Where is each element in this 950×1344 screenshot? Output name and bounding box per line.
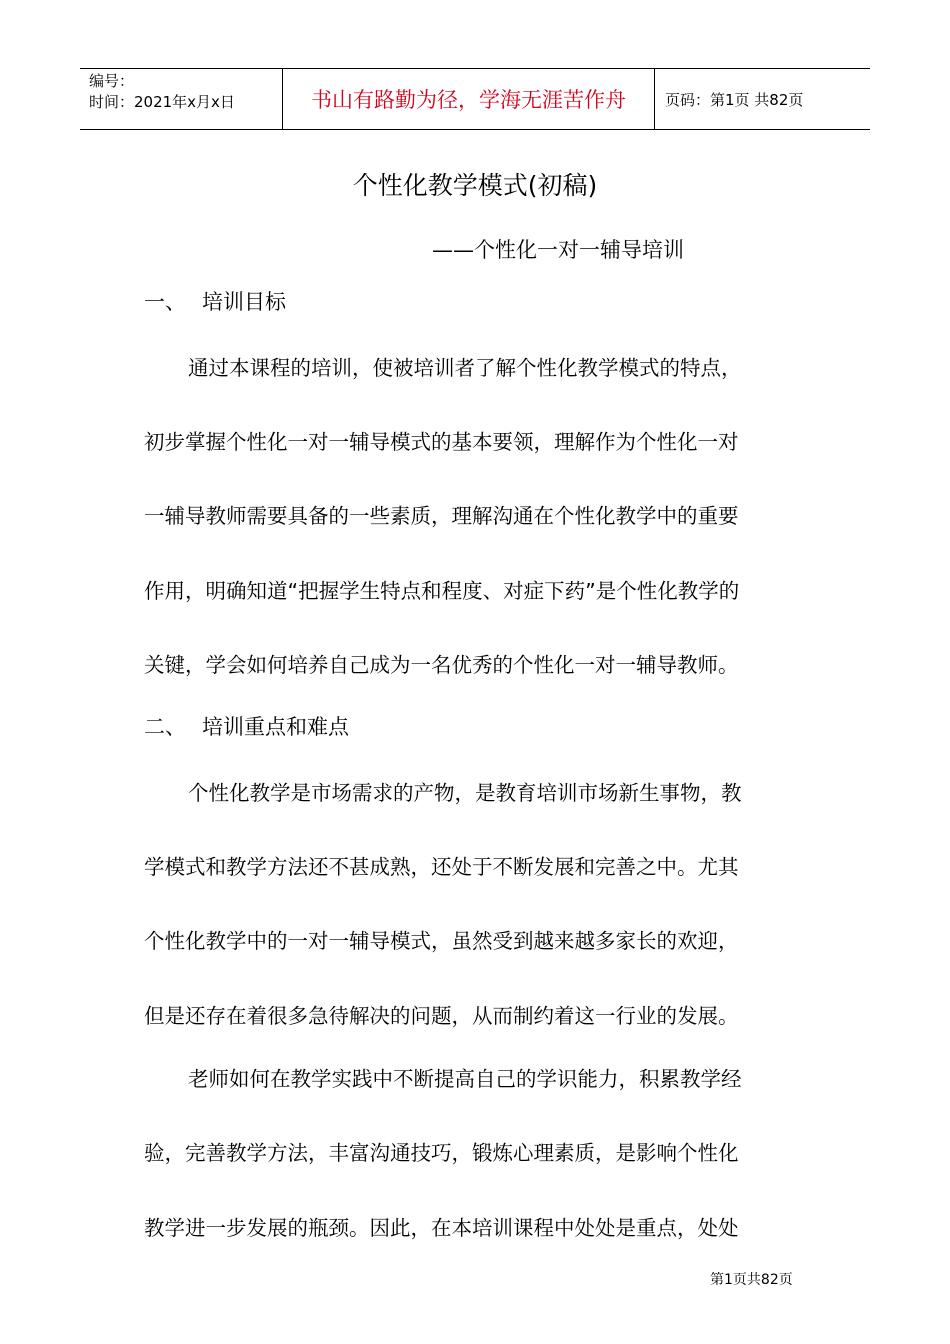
paragraph-line: 验，完善教学方法，丰富沟通技巧，锻炼心理素质，是影响个性化: [144, 1141, 739, 1165]
document-title: 个性化教学模式(初稿): [352, 171, 598, 200]
section-heading-2: [144, 711, 349, 741]
section-title: 培训重点和难点: [202, 715, 349, 739]
paragraph-line: 关键，学会如何培养自己成为一名优秀的个性化一对一辅导教师。: [144, 653, 739, 677]
section-title: 培训目标: [202, 290, 286, 314]
paragraph-line: 学模式和教学方法还不甚成熟，还处于不断发展和完善之中。尤其: [144, 855, 739, 879]
paragraph-line: 个性化教学是市场需求的产物，是教育培训市场新生事物，教: [188, 781, 742, 805]
paragraph-line: 初步掌握个性化一对一辅导模式的基本要领，理解作为个性化一对: [144, 430, 739, 454]
page-footer: 第1页共82页: [710, 1272, 793, 1288]
number-label: 编号：: [89, 72, 135, 90]
time-label: 时间：2021年x月x日: [89, 93, 235, 111]
paragraph-line: 作用，明确知道“把握学生特点和程度、对症下药”是个性化教学的: [144, 579, 740, 603]
section-number: 二、: [144, 715, 186, 739]
section-heading-1: [144, 286, 286, 316]
paragraph-line: 教学进一步发展的瓶颈。因此，在本培训课程中处处是重点，处处: [144, 1216, 739, 1240]
header-motto: 书山有路勤为径，学海无涯苦作舟: [282, 69, 655, 129]
paragraph-line: 老师如何在教学实践中不断提高自己的学识能力，积累教学经: [188, 1067, 742, 1091]
header-meta: [80, 69, 282, 129]
paragraph-line: 一辅导教师需要具备的一些素质，理解沟通在个性化教学中的重要: [144, 504, 739, 528]
section-number: 一、: [144, 290, 186, 314]
page-header: [80, 68, 870, 130]
paragraph-line: 个性化教学中的一对一辅导模式，虽然受到越来越多家长的欢迎，: [144, 929, 739, 953]
document-subtitle: ——个性化一对一辅导培训: [432, 238, 684, 262]
header-page-info: 页码：第1页 共82页: [665, 90, 804, 109]
paragraph-line: 通过本课程的培训，使被培训者了解个性化教学模式的特点，: [188, 356, 742, 380]
paragraph-line: 但是还存在着很多急待解决的问题，从而制约着这一行业的发展。: [144, 1004, 739, 1028]
